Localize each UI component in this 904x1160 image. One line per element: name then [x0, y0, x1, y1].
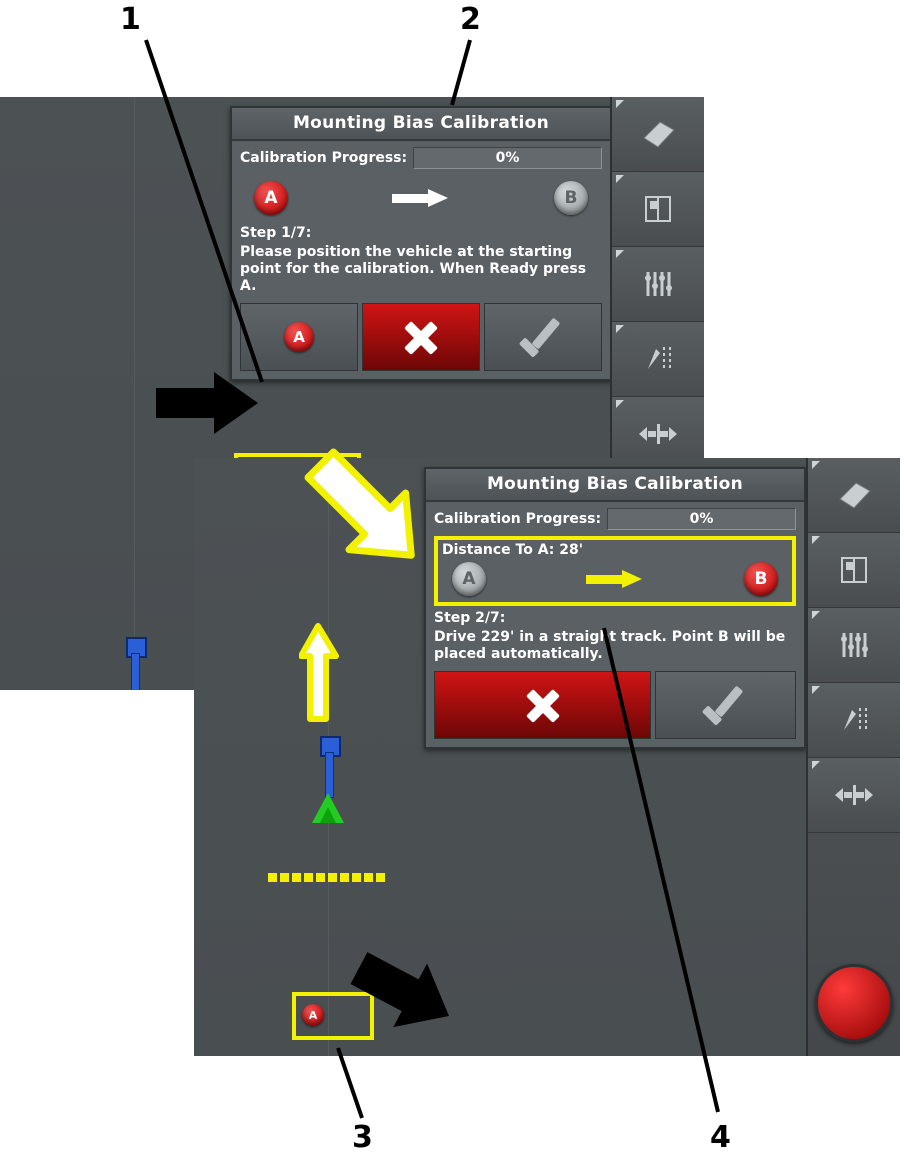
cancel-button-2[interactable] [434, 671, 651, 739]
sidebar-item-shift-track-2[interactable] [808, 758, 900, 833]
dialog-button-row [240, 303, 602, 371]
cancel-button[interactable] [362, 303, 480, 371]
instruction-text-2: Drive 229' in a straight track. Point B will be placed automatically. [434, 629, 786, 663]
accept-button[interactable] [484, 303, 602, 371]
guidance-line-icon [638, 339, 678, 379]
accept-button-2[interactable] [655, 671, 796, 739]
step-label: Step 1/7: [240, 225, 312, 241]
callout-3: 3 [352, 1120, 373, 1155]
tilt-plane-icon [638, 114, 678, 154]
direction-arrow-icon [392, 189, 450, 207]
toolbar-bottom [806, 458, 900, 1056]
close-icon [402, 318, 440, 356]
calibration-progress-row [240, 147, 602, 169]
instruction-text: Please position the vehicle at the starting point for the calibration. When Ready press A. [240, 244, 587, 295]
travel-direction-arrow [299, 623, 339, 723]
shift-track-icon [831, 775, 877, 815]
progress-bar-2: 0% [607, 508, 796, 530]
sidebar-item-tilt-plane[interactable] [612, 97, 704, 172]
map-point-a-marker [302, 1004, 324, 1026]
sidebar-item-tilt-plane-2[interactable] [808, 458, 900, 533]
progress-label-2: Calibration Progress: [434, 511, 602, 527]
coverage-dashes-2 [268, 873, 385, 882]
highlight-distance-section [434, 536, 796, 606]
point-a-button[interactable] [240, 303, 358, 371]
distance-to-a-label: Distance To A: 28' [442, 542, 584, 558]
sidebar-item-guidance-line[interactable] [612, 322, 704, 397]
ab-indicator-row-2 [442, 558, 788, 598]
guidance-line-icon [834, 700, 874, 740]
ab-indicator-row [240, 175, 602, 221]
direction-arrow-icon-2 [586, 570, 644, 588]
progress-label: Calibration Progress: [240, 150, 408, 166]
guidance-line [134, 97, 135, 690]
dialog-button-row-2 [434, 671, 796, 739]
check-icon-2 [703, 688, 749, 722]
point-a-indicator-2: A [452, 562, 486, 596]
callout-1: 1 [120, 2, 141, 37]
implement-icon [834, 550, 874, 590]
sidebar-item-implement[interactable] [612, 172, 704, 247]
transition-arrow-yellow [296, 440, 436, 580]
mounting-bias-dialog-step2 [424, 467, 806, 749]
check-icon [520, 320, 566, 354]
pointer-arrow-black-2 [349, 942, 459, 1042]
sidebar-item-implement-2[interactable] [808, 533, 900, 608]
shift-track-icon [635, 414, 681, 454]
dialog-title-2: Mounting Bias Calibration [426, 469, 804, 502]
progress-bar: 0% [413, 147, 602, 169]
rows-icon [834, 625, 874, 665]
point-b-indicator-2: B [744, 562, 778, 596]
step-label-2: Step 2/7: [434, 610, 506, 626]
rows-icon [638, 264, 678, 304]
calibration-progress-row-2 [434, 508, 796, 530]
map-point-a-icon: A [302, 1004, 324, 1026]
tilt-plane-icon [834, 475, 874, 515]
dialog-title: Mounting Bias Calibration [232, 108, 610, 141]
point-b-indicator: B [554, 181, 588, 215]
callout-4: 4 [710, 1120, 731, 1155]
implement-icon [638, 189, 678, 229]
mounting-bias-dialog-step1 [230, 106, 612, 381]
close-icon-2 [524, 686, 562, 724]
sidebar-item-rows[interactable] [612, 247, 704, 322]
sidebar-item-guidance-line-2[interactable] [808, 683, 900, 758]
point-a-indicator: A [254, 181, 288, 215]
sidebar-item-rows-2[interactable] [808, 608, 900, 683]
callout-2: 2 [460, 2, 481, 37]
emergency-stop-button[interactable] [815, 964, 893, 1042]
point-a-button-icon: A [284, 322, 314, 352]
pointer-arrow-black-1 [152, 368, 262, 438]
